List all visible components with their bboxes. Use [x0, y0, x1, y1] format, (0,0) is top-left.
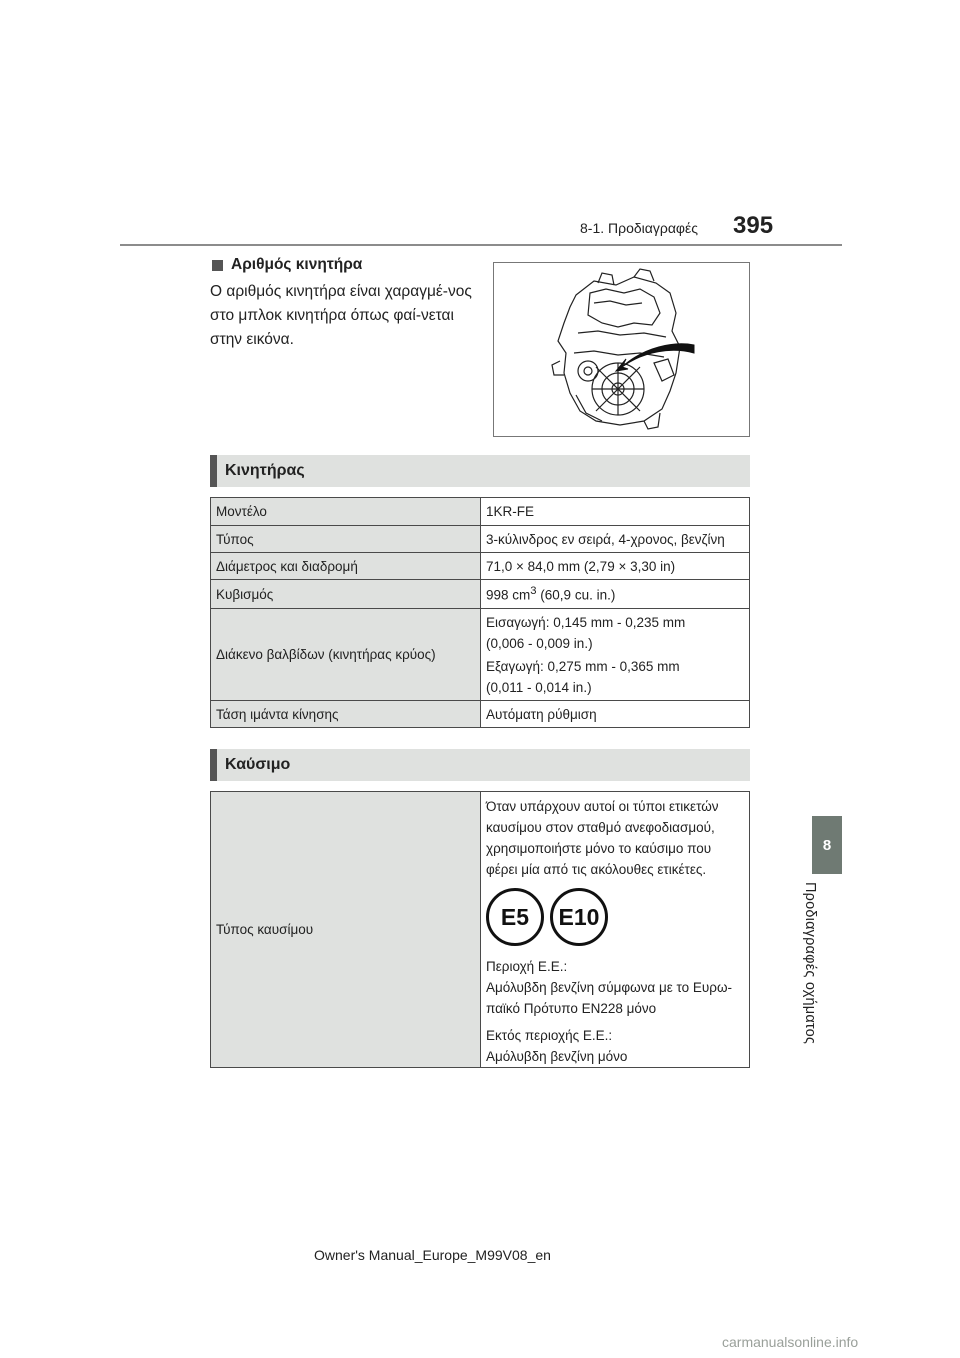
e5-badge: E5	[486, 888, 544, 946]
fuel-type-label: Τύπος καυσίμου	[211, 792, 481, 1068]
engine-illustration	[493, 262, 750, 437]
table-row	[211, 792, 750, 1068]
valve-clearance-value	[481, 609, 750, 701]
table-row	[211, 498, 750, 526]
displacement-imperial: (60,9 cu. in.)	[536, 587, 616, 603]
row-label: Μοντέλο	[211, 498, 481, 526]
table-row	[211, 526, 750, 553]
table-row	[211, 701, 750, 728]
chapter-title-vertical	[802, 882, 852, 1052]
square-bullet-icon	[212, 260, 223, 271]
non-eu-text: Αμόλυβδη βενζίνη μόνο	[486, 1049, 628, 1064]
chapter-title: Προδιαγραφές οχήματος	[802, 882, 818, 1045]
row-label: Κυβισμός	[211, 580, 481, 609]
engine-number-heading	[212, 256, 362, 274]
row-value: 71,0 × 84,0 mm (2,79 × 3,30 in)	[481, 553, 750, 580]
displacement-superscript: 3	[530, 585, 537, 598]
eu-text: Αμόλυβδη βενζίνη σύμφωνα με το Ευρω-παϊκό Πρότυπο EN228 μόνο	[486, 980, 733, 1016]
intake-clearance: Εισαγωγή: 0,145 mm - 0,235 mm	[486, 614, 686, 630]
eu-title: Περιοχή Ε.Ε.:	[486, 959, 568, 974]
chapter-tab[interactable]: 8	[812, 816, 842, 874]
watermark[interactable]: carmanualsonline.info	[722, 1334, 859, 1350]
footer-text: Owner's Manual_Europe_M99V08_en	[314, 1247, 551, 1263]
e10-badge: E10	[550, 888, 608, 946]
intake-clearance-imperial: (0,006 - 0,009 in.)	[486, 635, 593, 651]
displacement-value	[481, 580, 750, 609]
engine-number-text: Ο αριθμός κινητήρα είναι χαραγμέ-νος στο μπλοκ κινητήρα όπως φαί-νεται στην εικόνα.	[210, 283, 472, 348]
row-value: 3-κύλινδρος εν σειρά, 4-χρονος, βενζίνη	[481, 526, 750, 553]
row-label: Τάση ιμάντα κίνησης	[211, 701, 481, 728]
exhaust-clearance-imperial: (0,011 - 0,014 in.)	[486, 679, 592, 695]
row-value: Αυτόματη ρύθμιση	[481, 701, 750, 728]
non-eu-title: Εκτός περιοχής Ε.Ε.:	[486, 1028, 613, 1043]
fuel-spec-table	[210, 791, 750, 1068]
displacement-number: 998 cm	[486, 587, 531, 603]
row-label: Διάμετρος και διαδρομή	[211, 553, 481, 580]
table-row	[211, 580, 750, 609]
header-divider	[120, 244, 842, 246]
engine-number-title: Αριθμός κινητήρα	[231, 256, 363, 273]
exhaust-clearance: Εξαγωγή: 0,275 mm - 0,365 mm	[486, 658, 680, 674]
engine-spec-table	[210, 497, 750, 728]
fuel-section-title: Καύσιμο	[225, 756, 291, 773]
fuel-intro: Όταν υπάρχουν αυτοί οι τύποι ετικετών καυσίμου στον σταθμό ανεφοδιασμού, χρησιμοποιήστε μόνο το καύσιμο που φέρει μία από τις ακόλουθες ετικέτες.	[486, 799, 719, 877]
row-label: Διάκενο βαλβίδων (κινητήρας κρύος)	[211, 609, 481, 701]
fuel-type-value	[481, 792, 750, 1068]
page-number: 395	[733, 212, 774, 239]
fuel-section-bar	[210, 749, 750, 781]
engine-drawing-icon	[494, 263, 749, 436]
table-row	[211, 609, 750, 701]
row-value: 1KR-FE	[481, 498, 750, 526]
section-label: 8-1. Προδιαγραφές	[580, 220, 698, 236]
row-label: Τύπος	[211, 526, 481, 553]
table-row	[211, 553, 750, 580]
bar-accent	[210, 455, 217, 487]
bar-accent	[210, 749, 217, 781]
fuel-badges	[486, 888, 744, 946]
engine-section-title: Κινητήρας	[225, 462, 305, 479]
engine-section-bar	[210, 455, 750, 487]
